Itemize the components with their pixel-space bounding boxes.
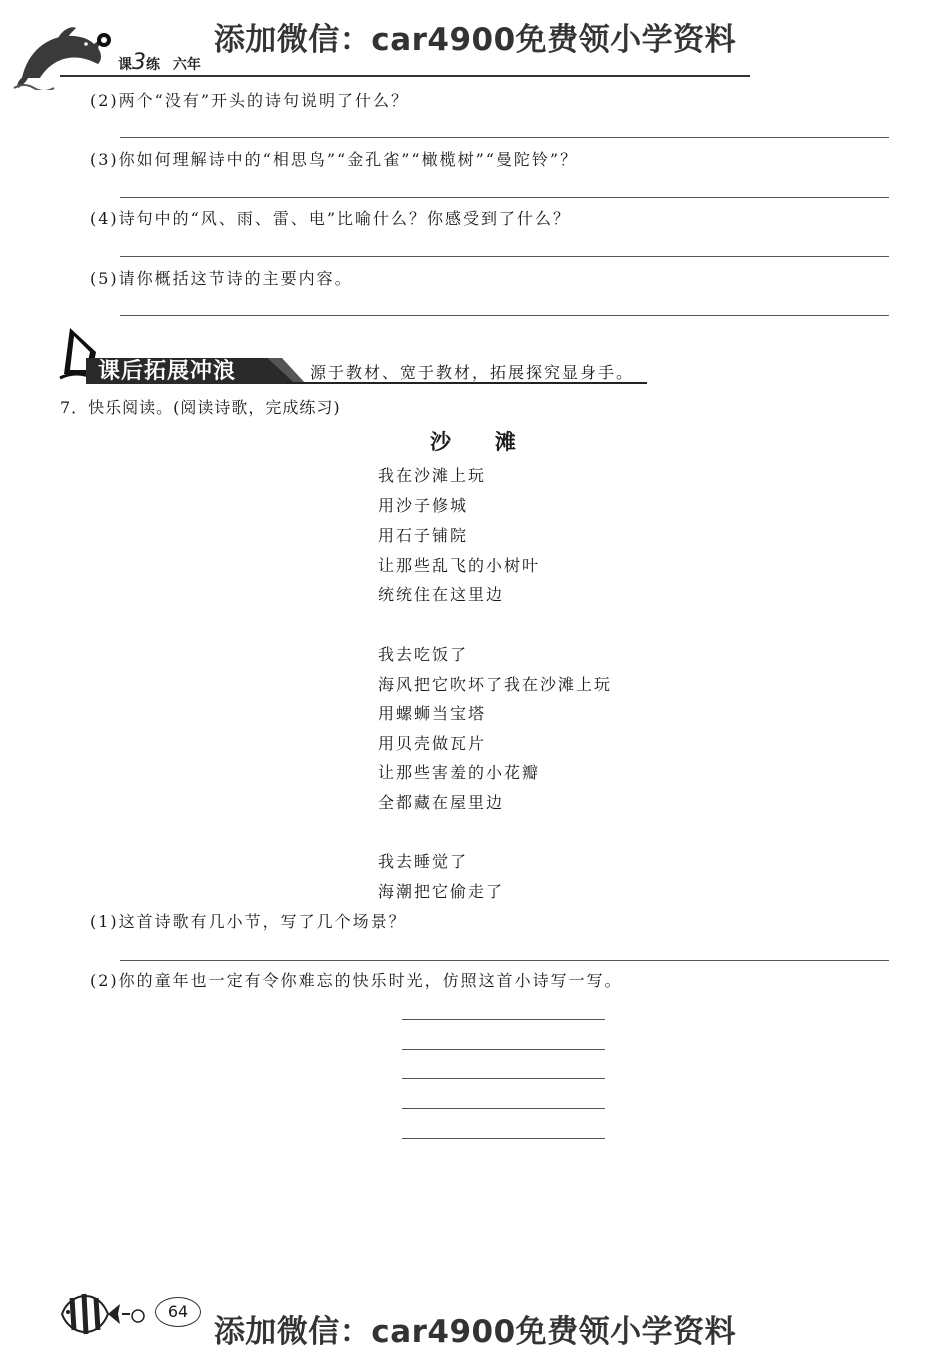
- lesson-number: 3: [132, 50, 146, 75]
- exercise-7-heading: 7．快乐阅读。(阅读诗歌，完成练习): [60, 398, 341, 417]
- poem-writing-line[interactable]: [402, 1049, 605, 1050]
- section-slogan: 源于教材、宽于教材，拓展探究显身手。: [310, 363, 635, 382]
- poem-line: 让那些害羞的小花瓣: [378, 763, 541, 782]
- practice-label: 练: [146, 57, 160, 73]
- poem-line: 我在沙滩上玩: [378, 466, 487, 485]
- dolphin-logo-icon: [10, 20, 120, 90]
- question-4: (4)诗句中的“风、雨、雷、电”比喻什么？你感受到了什么？: [90, 209, 572, 228]
- slogan-underline: [285, 382, 647, 384]
- poem-writing-line[interactable]: [402, 1138, 605, 1139]
- poem-writing-line[interactable]: [402, 1108, 605, 1109]
- poem-line: 我去吃饭了: [378, 645, 469, 664]
- poem-line: 海风把它吹坏了我在沙滩上玩: [378, 675, 613, 694]
- page-number: 64: [155, 1297, 201, 1327]
- section-title: 课后拓展冲浪: [98, 359, 237, 384]
- poem-title: 沙 滩: [430, 429, 516, 454]
- lesson-label: 课: [118, 57, 132, 73]
- header-rule: [60, 75, 750, 77]
- grade-label: 六年: [172, 57, 201, 73]
- question-3: (3)你如何理解诗中的“相思鸟”“金孔雀”“橄榄树”“曼陀铃”？: [90, 150, 579, 169]
- poem-line: 我去睡觉了: [378, 852, 469, 871]
- exercise-7-question-2: (2)你的童年也一定有令你难忘的快乐时光，仿照这首小诗写一写。: [90, 971, 623, 990]
- answer-line-7-1[interactable]: [120, 960, 889, 961]
- poem-line: 用贝壳做瓦片: [378, 734, 487, 753]
- exercise-7-question-1: (1)这首诗歌有几小节，写了几个场景？: [90, 912, 407, 931]
- poem-line: 用螺蛳当宝塔: [378, 704, 487, 723]
- poem-writing-line[interactable]: [402, 1019, 605, 1020]
- poem-line: 统统住在这里边: [378, 585, 505, 604]
- watermark-top: 添加微信：car4900免费领小学资料: [213, 22, 737, 58]
- question-2: (2)两个“没有”开头的诗句说明了什么？: [90, 91, 410, 110]
- poem-writing-line[interactable]: [402, 1078, 605, 1079]
- lesson-header: [118, 50, 201, 75]
- watermark-bottom: 添加微信：car4900免费领小学资料: [213, 1314, 737, 1350]
- answer-line-4[interactable]: [120, 256, 889, 257]
- question-5: (5)请你概括这节诗的主要内容。: [90, 269, 353, 288]
- answer-line-5[interactable]: [120, 315, 889, 316]
- answer-line-3[interactable]: [120, 197, 889, 198]
- poem-line: 全都藏在屋里边: [378, 793, 505, 812]
- poem-line: 让那些乱飞的小树叶: [378, 556, 541, 575]
- poem-line: 用石子铺院: [378, 526, 469, 545]
- answer-line-2[interactable]: [120, 137, 889, 138]
- poem-line: 海潮把它偷走了: [378, 882, 505, 901]
- poem-line: 用沙子修城: [378, 496, 469, 515]
